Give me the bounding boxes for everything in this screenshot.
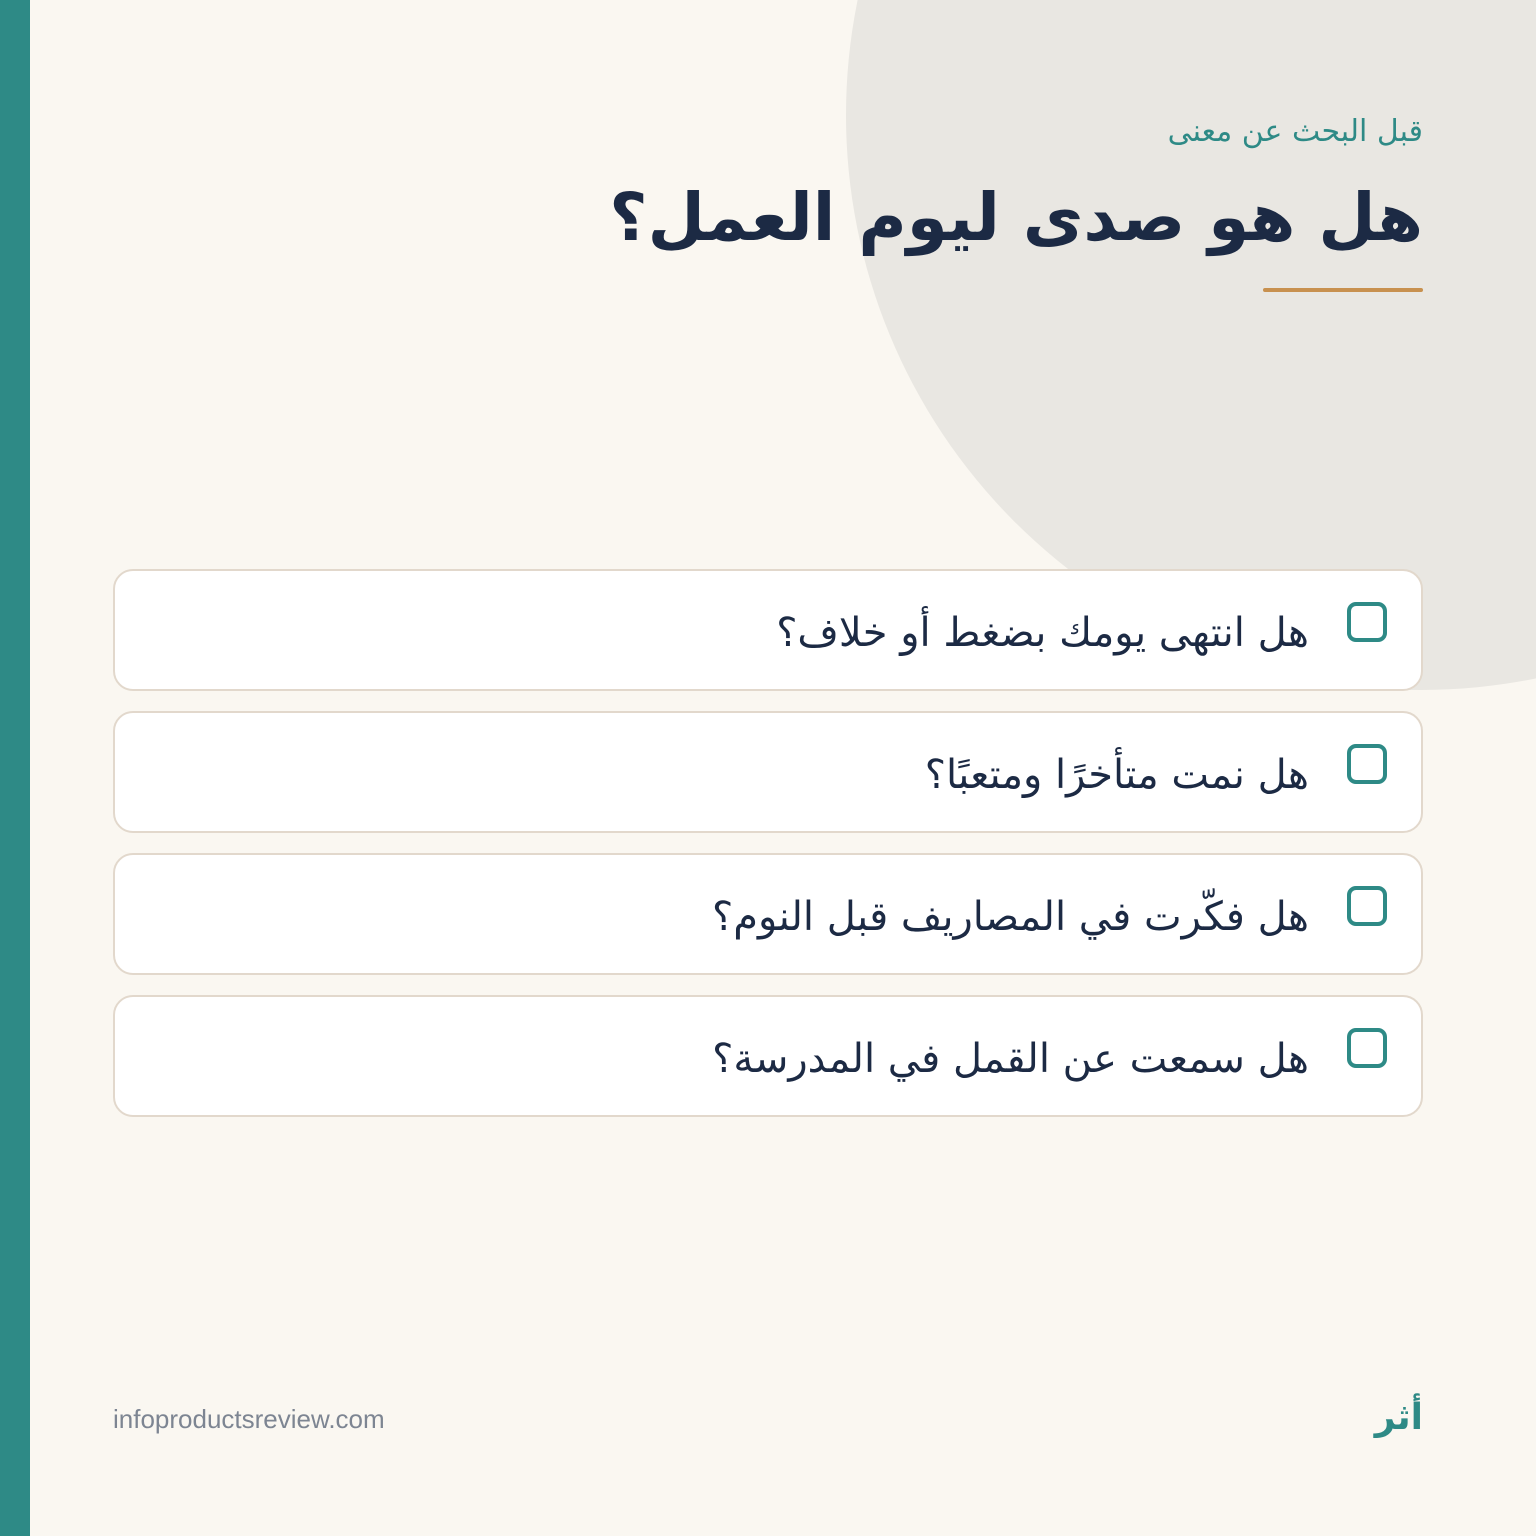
checkbox[interactable] — [1347, 602, 1387, 642]
checkbox[interactable] — [1347, 886, 1387, 926]
footer-url: infoproductsreview.com — [113, 1404, 385, 1434]
page-subtitle: قبل البحث عن معنى — [1167, 114, 1423, 149]
left-accent-bar — [0, 0, 30, 1536]
checklist-item-label: هل نمت متأخرًا ومتعبًا؟ — [924, 752, 1309, 798]
brand-logo: أثر — [1374, 1397, 1423, 1438]
checklist-item-label: هل فكّرت في المصاريف قبل النوم؟ — [711, 894, 1309, 940]
checkbox[interactable] — [1347, 1028, 1387, 1068]
checklist-item[interactable] — [113, 853, 1423, 975]
checklist-item[interactable] — [113, 711, 1423, 833]
checklist-item[interactable] — [113, 995, 1423, 1117]
checklist-item-label: هل سمعت عن القمل في المدرسة؟ — [712, 1036, 1309, 1082]
checklist — [113, 569, 1423, 1137]
checklist-item-label: هل انتهى يومك بضغط أو خلاف؟ — [776, 610, 1309, 656]
checkbox[interactable] — [1347, 744, 1387, 784]
checklist-item[interactable] — [113, 569, 1423, 691]
header — [423, 108, 1423, 266]
title-underline — [1263, 288, 1423, 292]
page-title: هل هو صدى ليوم العمل؟ — [609, 179, 1423, 256]
